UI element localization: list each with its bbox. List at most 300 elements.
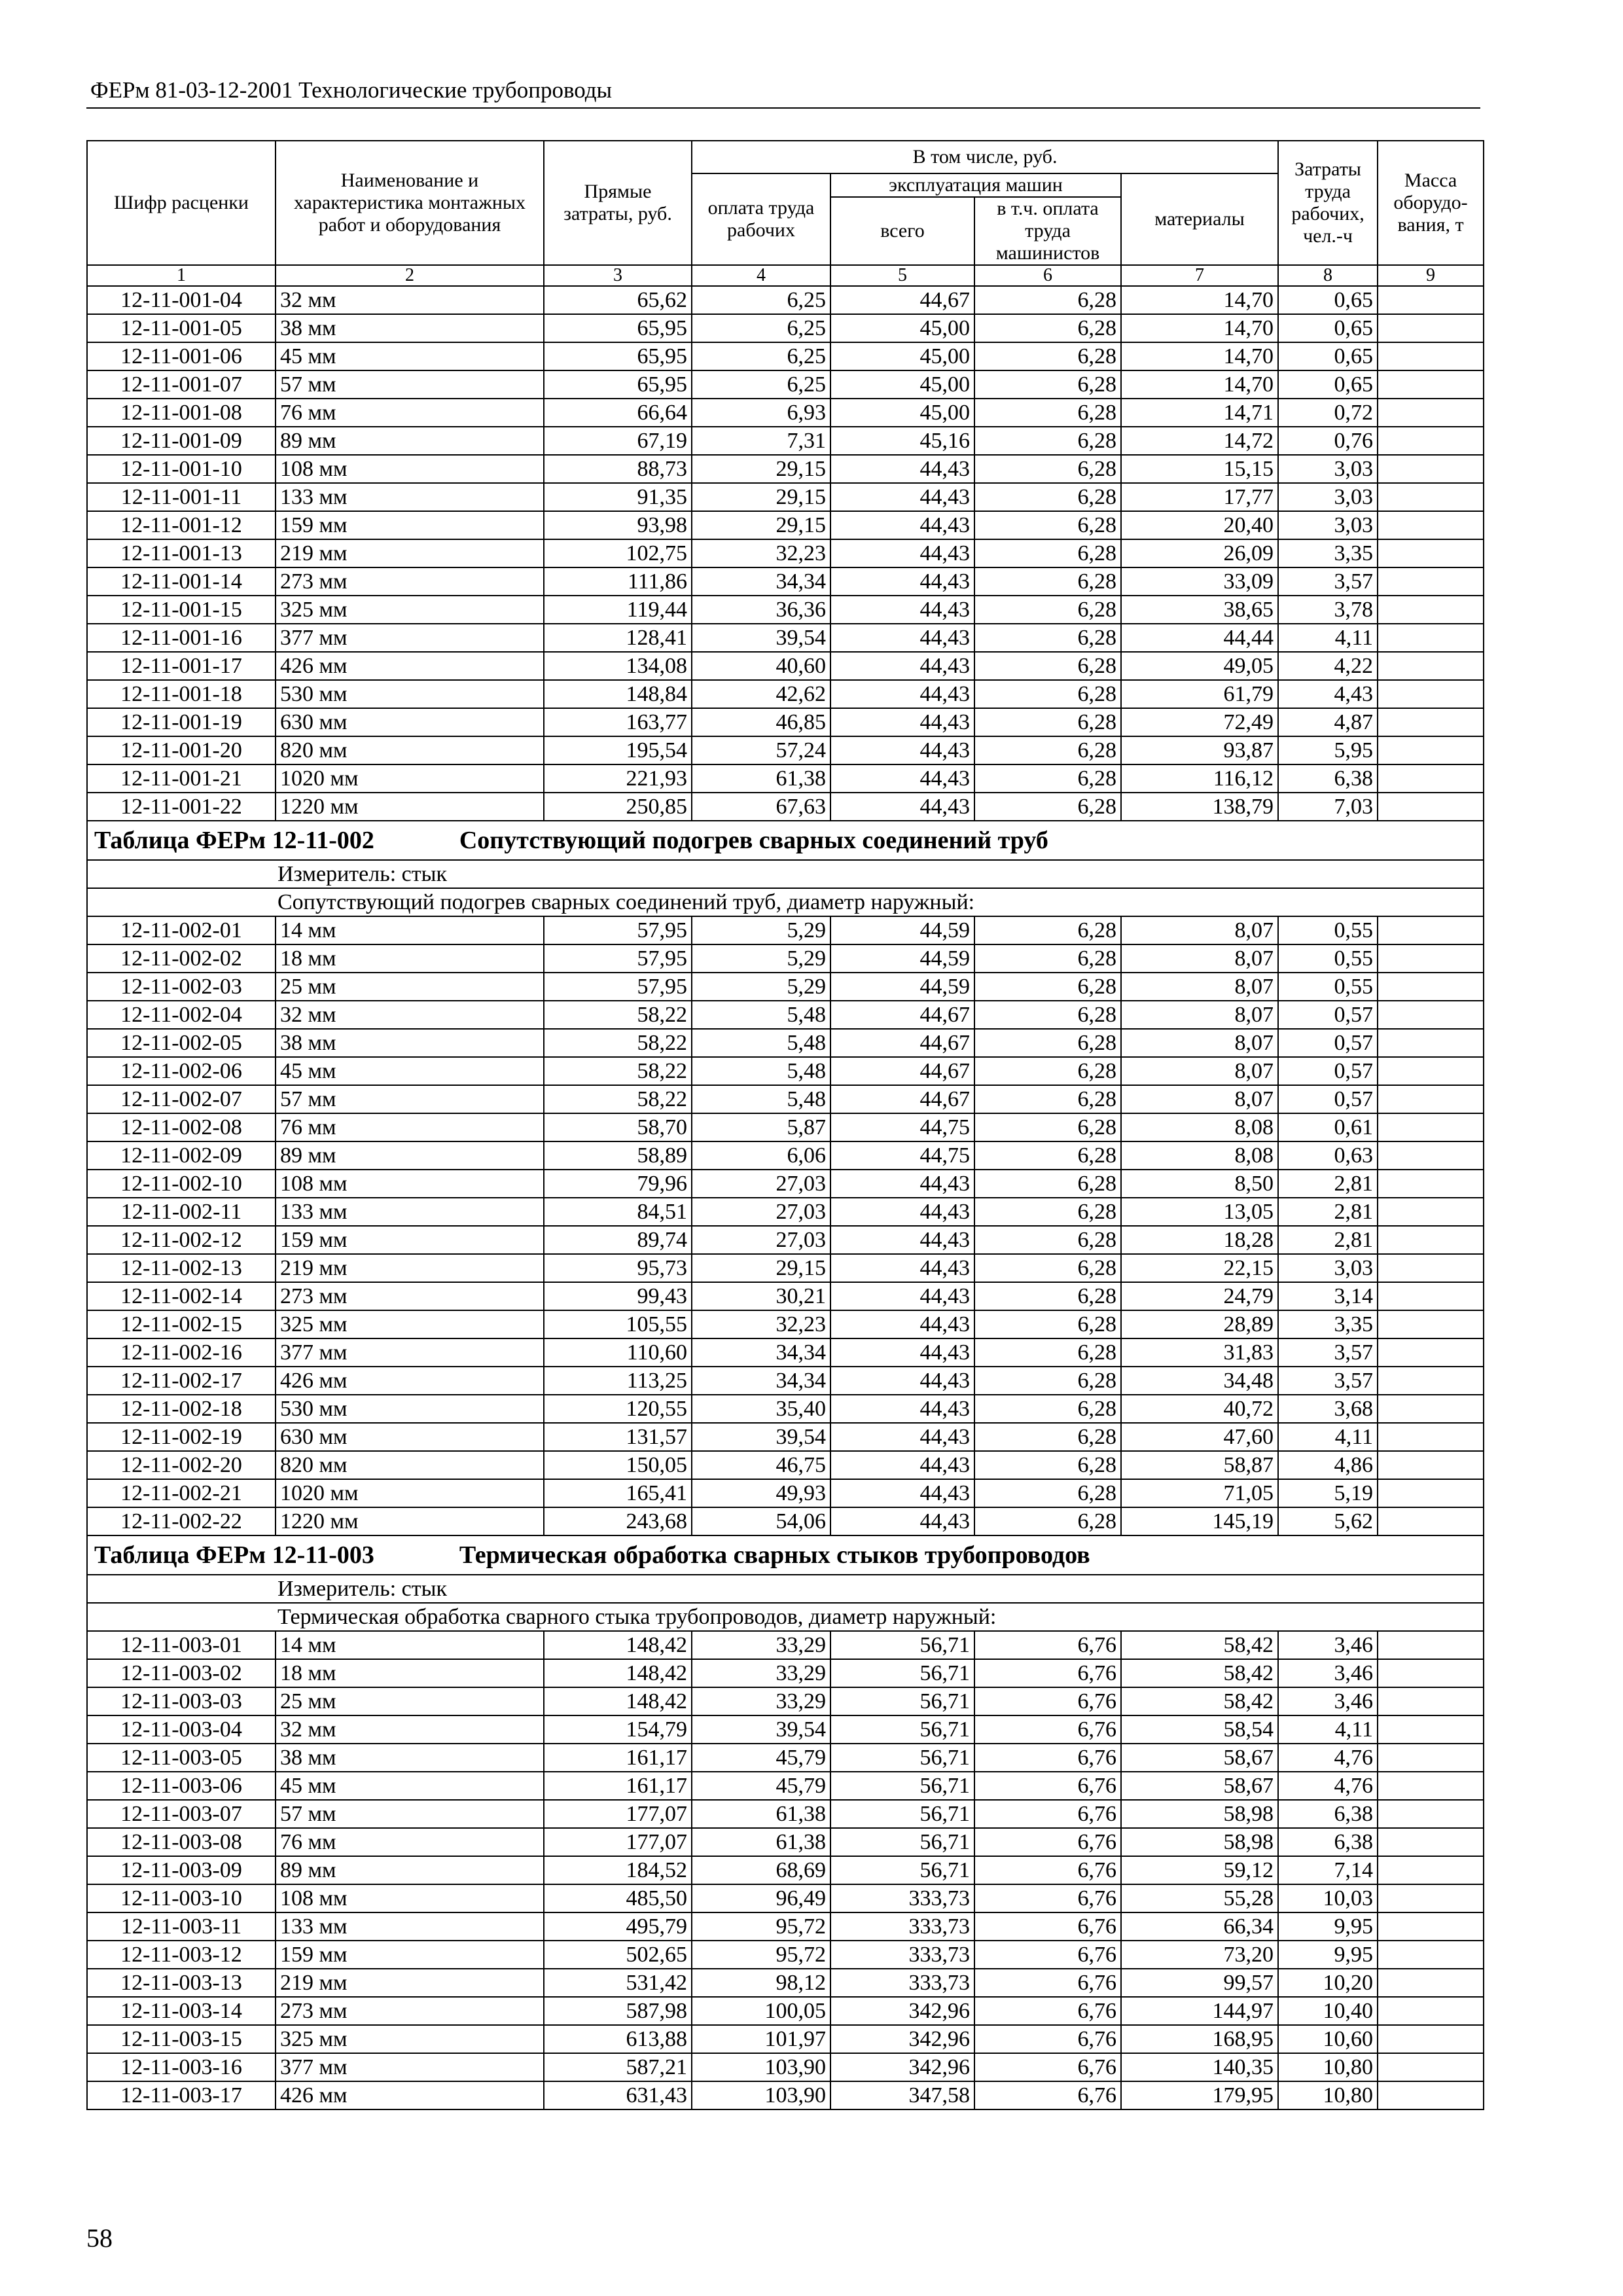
labor-hours: 0,57 <box>1278 1001 1378 1029</box>
labor-cost: 39,54 <box>692 1423 830 1451</box>
machines-labor: 6,76 <box>974 1800 1121 1828</box>
rate-code: 12-11-002-03 <box>87 973 276 1001</box>
rate-code: 12-11-001-14 <box>87 567 276 596</box>
materials-cost: 138,79 <box>1121 793 1278 821</box>
materials-cost: 93,87 <box>1121 736 1278 764</box>
direct-cost: 58,22 <box>544 1001 692 1029</box>
direct-cost: 148,84 <box>544 680 692 708</box>
table-row <box>87 1507 1484 1535</box>
direct-cost: 57,95 <box>544 973 692 1001</box>
measure-unit: Измеритель: стык <box>87 1575 1484 1603</box>
direct-cost: 128,41 <box>544 624 692 652</box>
work-name: 14 мм <box>276 916 544 944</box>
materials-cost: 58,42 <box>1121 1659 1278 1687</box>
table-row <box>87 1631 1484 1659</box>
labor-cost: 61,38 <box>692 764 830 793</box>
labor-hours: 0,65 <box>1278 314 1378 342</box>
direct-cost: 154,79 <box>544 1715 692 1744</box>
labor-cost: 35,40 <box>692 1395 830 1423</box>
machines-total: 44,43 <box>830 1170 974 1198</box>
machines-total: 44,67 <box>830 1057 974 1085</box>
materials-cost: 44,44 <box>1121 624 1278 652</box>
work-name: 14 мм <box>276 1631 544 1659</box>
materials-cost: 168,95 <box>1121 2025 1278 2053</box>
materials-cost: 8,07 <box>1121 1029 1278 1057</box>
labor-cost: 7,31 <box>692 427 830 455</box>
direct-cost: 88,73 <box>544 455 692 483</box>
direct-cost: 67,19 <box>544 427 692 455</box>
machines-labor: 6,28 <box>974 314 1121 342</box>
rate-code: 12-11-003-16 <box>87 2053 276 2081</box>
labor-hours: 0,72 <box>1278 399 1378 427</box>
equipment-mass <box>1378 1884 1484 1912</box>
machines-labor: 6,76 <box>974 2053 1121 2081</box>
labor-cost: 33,29 <box>692 1659 830 1687</box>
direct-cost: 57,95 <box>544 916 692 944</box>
direct-cost: 148,42 <box>544 1659 692 1687</box>
materials-cost: 8,50 <box>1121 1170 1278 1198</box>
table-row <box>87 1085 1484 1113</box>
direct-cost: 89,74 <box>544 1226 692 1254</box>
labor-cost: 27,03 <box>692 1198 830 1226</box>
materials-cost: 144,97 <box>1121 1997 1278 2025</box>
table-row <box>87 1912 1484 1941</box>
table-title: Термическая обработка сварных стыков трубопроводов <box>459 1541 1090 1569</box>
table-row <box>87 1282 1484 1310</box>
labor-hours: 5,19 <box>1278 1479 1378 1507</box>
labor-hours: 10,20 <box>1278 1969 1378 1997</box>
machines-labor: 6,76 <box>974 1941 1121 1969</box>
rate-code: 12-11-001-09 <box>87 427 276 455</box>
rate-code: 12-11-001-05 <box>87 314 276 342</box>
direct-cost: 161,17 <box>544 1744 692 1772</box>
labor-hours: 2,81 <box>1278 1198 1378 1226</box>
labor-cost: 39,54 <box>692 1715 830 1744</box>
work-name: 426 мм <box>276 1367 544 1395</box>
work-name: 25 мм <box>276 1687 544 1715</box>
machines-total: 44,43 <box>830 793 974 821</box>
machines-labor: 6,76 <box>974 1997 1121 2025</box>
machines-total: 44,43 <box>830 736 974 764</box>
table-row <box>87 483 1484 511</box>
equipment-mass <box>1378 511 1484 539</box>
equipment-mass <box>1378 1941 1484 1969</box>
table-code: Таблица ФЕРм 12-11-002 <box>94 827 374 854</box>
labor-hours: 4,76 <box>1278 1772 1378 1800</box>
machines-total: 56,71 <box>830 1687 974 1715</box>
direct-cost: 502,65 <box>544 1941 692 1969</box>
materials-cost: 8,07 <box>1121 916 1278 944</box>
equipment-mass <box>1378 370 1484 399</box>
labor-cost: 46,75 <box>692 1451 830 1479</box>
materials-cost: 33,09 <box>1121 567 1278 596</box>
materials-cost: 58,67 <box>1121 1744 1278 1772</box>
materials-cost: 14,71 <box>1121 399 1278 427</box>
table-row <box>87 1715 1484 1744</box>
equipment-mass <box>1378 1141 1484 1170</box>
table-row <box>87 2081 1484 2109</box>
table-row <box>87 1687 1484 1715</box>
table-row <box>87 1367 1484 1395</box>
equipment-mass <box>1378 1395 1484 1423</box>
equipment-mass <box>1378 1085 1484 1113</box>
labor-hours: 3,46 <box>1278 1631 1378 1659</box>
rate-code: 12-11-002-18 <box>87 1395 276 1423</box>
labor-cost: 29,15 <box>692 1254 830 1282</box>
equipment-mass <box>1378 1338 1484 1367</box>
work-name: 1020 мм <box>276 1479 544 1507</box>
machines-total: 56,71 <box>830 1715 974 1744</box>
table-row <box>87 1941 1484 1969</box>
rate-code: 12-11-002-17 <box>87 1367 276 1395</box>
labor-hours: 0,55 <box>1278 916 1378 944</box>
equipment-mass <box>1378 1310 1484 1338</box>
equipment-mass <box>1378 399 1484 427</box>
machines-labor: 6,28 <box>974 916 1121 944</box>
work-name: 18 мм <box>276 1659 544 1687</box>
materials-cost: 58,42 <box>1121 1687 1278 1715</box>
direct-cost: 58,22 <box>544 1085 692 1113</box>
direct-cost: 91,35 <box>544 483 692 511</box>
table-row <box>87 1451 1484 1479</box>
direct-cost: 66,64 <box>544 399 692 427</box>
labor-hours: 3,35 <box>1278 539 1378 567</box>
col-header-hours: Затраты труда рабочих, чел.-ч <box>1278 141 1378 265</box>
labor-cost: 5,48 <box>692 1085 830 1113</box>
machines-labor: 6,76 <box>974 1772 1121 1800</box>
col-header-labor: оплата труда рабочих <box>692 173 830 265</box>
labor-cost: 34,34 <box>692 1367 830 1395</box>
col-header-materials: материалы <box>1121 173 1278 265</box>
rate-code: 12-11-003-14 <box>87 1997 276 2025</box>
rate-code: 12-11-003-17 <box>87 2081 276 2109</box>
labor-cost: 101,97 <box>692 2025 830 2053</box>
machines-total: 44,43 <box>830 1338 974 1367</box>
equipment-mass <box>1378 2025 1484 2053</box>
direct-cost: 119,44 <box>544 596 692 624</box>
rate-code: 12-11-002-08 <box>87 1113 276 1141</box>
materials-cost: 20,40 <box>1121 511 1278 539</box>
rate-code: 12-11-001-15 <box>87 596 276 624</box>
materials-cost: 145,19 <box>1121 1507 1278 1535</box>
labor-cost: 6,25 <box>692 286 830 314</box>
direct-cost: 184,52 <box>544 1856 692 1884</box>
labor-cost: 5,48 <box>692 1057 830 1085</box>
labor-hours: 4,43 <box>1278 680 1378 708</box>
materials-cost: 58,54 <box>1121 1715 1278 1744</box>
machines-labor: 6,28 <box>974 624 1121 652</box>
equipment-mass <box>1378 1198 1484 1226</box>
equipment-mass <box>1378 455 1484 483</box>
labor-cost: 33,29 <box>692 1631 830 1659</box>
equipment-mass <box>1378 793 1484 821</box>
labor-cost: 32,23 <box>692 1310 830 1338</box>
rate-code: 12-11-002-04 <box>87 1001 276 1029</box>
col-header-direct: Прямые затраты, руб. <box>544 141 692 265</box>
labor-cost: 6,93 <box>692 399 830 427</box>
machines-total: 44,59 <box>830 944 974 973</box>
labor-hours: 5,62 <box>1278 1507 1378 1535</box>
materials-cost: 47,60 <box>1121 1423 1278 1451</box>
materials-cost: 8,08 <box>1121 1141 1278 1170</box>
equipment-mass <box>1378 1254 1484 1282</box>
direct-cost: 531,42 <box>544 1969 692 1997</box>
labor-hours: 6,38 <box>1278 764 1378 793</box>
work-name: 530 мм <box>276 1395 544 1423</box>
equipment-mass <box>1378 2081 1484 2109</box>
labor-hours: 3,46 <box>1278 1687 1378 1715</box>
column-numbers-row <box>87 265 1484 286</box>
machines-total: 44,43 <box>830 1226 974 1254</box>
labor-hours: 3,57 <box>1278 567 1378 596</box>
machines-labor: 6,28 <box>974 455 1121 483</box>
machines-labor: 6,28 <box>974 342 1121 370</box>
col-number: 3 <box>544 265 692 286</box>
machines-total: 342,96 <box>830 2053 974 2081</box>
labor-hours: 3,57 <box>1278 1367 1378 1395</box>
work-name: 133 мм <box>276 1912 544 1941</box>
labor-hours: 10,80 <box>1278 2081 1378 2109</box>
labor-cost: 36,36 <box>692 596 830 624</box>
labor-hours: 0,65 <box>1278 370 1378 399</box>
machines-labor: 6,76 <box>974 1715 1121 1744</box>
table-row <box>87 1170 1484 1198</box>
machines-total: 44,59 <box>830 916 974 944</box>
work-name: 45 мм <box>276 1057 544 1085</box>
rate-code: 12-11-001-04 <box>87 286 276 314</box>
table-row <box>87 370 1484 399</box>
rate-code: 12-11-003-12 <box>87 1941 276 1969</box>
rate-code: 12-11-002-06 <box>87 1057 276 1085</box>
work-name: 76 мм <box>276 1113 544 1141</box>
labor-hours: 2,81 <box>1278 1170 1378 1198</box>
table-row <box>87 1828 1484 1856</box>
work-name: 530 мм <box>276 680 544 708</box>
rate-code: 12-11-001-06 <box>87 342 276 370</box>
machines-total: 45,16 <box>830 427 974 455</box>
direct-cost: 99,43 <box>544 1282 692 1310</box>
materials-cost: 26,09 <box>1121 539 1278 567</box>
labor-hours: 3,68 <box>1278 1395 1378 1423</box>
materials-cost: 18,28 <box>1121 1226 1278 1254</box>
labor-cost: 6,25 <box>692 342 830 370</box>
labor-cost: 49,93 <box>692 1479 830 1507</box>
work-name: 89 мм <box>276 1141 544 1170</box>
machines-labor: 6,28 <box>974 973 1121 1001</box>
work-name: 159 мм <box>276 511 544 539</box>
rate-code: 12-11-002-02 <box>87 944 276 973</box>
rate-code: 12-11-003-07 <box>87 1800 276 1828</box>
measure-unit: Измеритель: стык <box>87 860 1484 888</box>
direct-cost: 148,42 <box>544 1687 692 1715</box>
machines-labor: 6,76 <box>974 1631 1121 1659</box>
machines-total: 44,43 <box>830 1310 974 1338</box>
machines-total: 56,71 <box>830 1856 974 1884</box>
labor-cost: 29,15 <box>692 511 830 539</box>
labor-hours: 10,60 <box>1278 2025 1378 2053</box>
labor-hours: 10,40 <box>1278 1997 1378 2025</box>
work-name: 108 мм <box>276 1170 544 1198</box>
measure-unit-row <box>87 1575 1484 1603</box>
table-row <box>87 539 1484 567</box>
work-name: 57 мм <box>276 1800 544 1828</box>
table-row <box>87 596 1484 624</box>
machines-total: 333,73 <box>830 1912 974 1941</box>
machines-labor: 6,76 <box>974 1969 1121 1997</box>
equipment-mass <box>1378 1170 1484 1198</box>
labor-hours: 4,86 <box>1278 1451 1378 1479</box>
table-code: Таблица ФЕРм 12-11-003 <box>94 1541 374 1569</box>
table-row <box>87 652 1484 680</box>
rate-code: 12-11-001-11 <box>87 483 276 511</box>
equipment-mass <box>1378 539 1484 567</box>
col-number: 8 <box>1278 265 1378 286</box>
table-row <box>87 286 1484 314</box>
machines-labor: 6,76 <box>974 1884 1121 1912</box>
direct-cost: 93,98 <box>544 511 692 539</box>
rate-code: 12-11-001-21 <box>87 764 276 793</box>
table-row <box>87 1800 1484 1828</box>
machines-total: 333,73 <box>830 1941 974 1969</box>
labor-cost: 30,21 <box>692 1282 830 1310</box>
direct-cost: 221,93 <box>544 764 692 793</box>
equipment-mass <box>1378 916 1484 944</box>
labor-cost: 32,23 <box>692 539 830 567</box>
labor-cost: 42,62 <box>692 680 830 708</box>
direct-cost: 631,43 <box>544 2081 692 2109</box>
materials-cost: 8,07 <box>1121 1057 1278 1085</box>
equipment-mass <box>1378 1659 1484 1687</box>
machines-labor: 6,28 <box>974 427 1121 455</box>
equipment-mass <box>1378 1715 1484 1744</box>
labor-cost: 29,15 <box>692 455 830 483</box>
materials-cost: 31,83 <box>1121 1338 1278 1367</box>
direct-cost: 95,73 <box>544 1254 692 1282</box>
materials-cost: 61,79 <box>1121 680 1278 708</box>
col-header-code: Шифр расценки <box>87 141 276 265</box>
rates-table <box>86 140 1484 2110</box>
materials-cost: 116,12 <box>1121 764 1278 793</box>
labor-hours: 0,57 <box>1278 1029 1378 1057</box>
work-name: 108 мм <box>276 1884 544 1912</box>
equipment-mass <box>1378 342 1484 370</box>
rate-code: 12-11-001-07 <box>87 370 276 399</box>
machines-labor: 6,28 <box>974 1310 1121 1338</box>
machines-labor: 6,76 <box>974 1744 1121 1772</box>
labor-hours: 6,38 <box>1278 1828 1378 1856</box>
equipment-mass <box>1378 1912 1484 1941</box>
rate-code: 12-11-002-20 <box>87 1451 276 1479</box>
direct-cost: 58,89 <box>544 1141 692 1170</box>
machines-labor: 6,76 <box>974 2025 1121 2053</box>
work-name: 159 мм <box>276 1941 544 1969</box>
direct-cost: 57,95 <box>544 944 692 973</box>
table-title: Сопутствующий подогрев сварных соединений труб <box>459 827 1048 854</box>
labor-cost: 67,63 <box>692 793 830 821</box>
labor-cost: 5,87 <box>692 1113 830 1141</box>
labor-hours: 10,03 <box>1278 1884 1378 1912</box>
machines-labor: 6,28 <box>974 1198 1121 1226</box>
machines-total: 44,43 <box>830 1254 974 1282</box>
rate-code: 12-11-003-13 <box>87 1969 276 1997</box>
rate-code: 12-11-003-15 <box>87 2025 276 2053</box>
work-name: 1220 мм <box>276 1507 544 1535</box>
machines-total: 44,43 <box>830 483 974 511</box>
machines-labor: 6,28 <box>974 1254 1121 1282</box>
equipment-mass <box>1378 1507 1484 1535</box>
labor-hours: 3,03 <box>1278 455 1378 483</box>
materials-cost: 38,65 <box>1121 596 1278 624</box>
materials-cost: 15,15 <box>1121 455 1278 483</box>
labor-hours: 0,65 <box>1278 286 1378 314</box>
machines-total: 56,71 <box>830 1659 974 1687</box>
direct-cost: 58,70 <box>544 1113 692 1141</box>
table-row <box>87 1884 1484 1912</box>
direct-cost: 165,41 <box>544 1479 692 1507</box>
labor-cost: 96,49 <box>692 1884 830 1912</box>
table-row <box>87 1479 1484 1507</box>
direct-cost: 79,96 <box>544 1170 692 1198</box>
table-row <box>87 1001 1484 1029</box>
machines-labor: 6,28 <box>974 1451 1121 1479</box>
table-row <box>87 1226 1484 1254</box>
labor-hours: 3,14 <box>1278 1282 1378 1310</box>
rate-code: 12-11-002-19 <box>87 1423 276 1451</box>
rate-code: 12-11-002-14 <box>87 1282 276 1310</box>
col-number: 7 <box>1121 265 1278 286</box>
direct-cost: 120,55 <box>544 1395 692 1423</box>
equipment-mass <box>1378 1744 1484 1772</box>
machines-total: 44,43 <box>830 567 974 596</box>
machines-labor: 6,28 <box>974 1141 1121 1170</box>
table-row <box>87 1856 1484 1884</box>
rate-code: 12-11-002-07 <box>87 1085 276 1113</box>
table-row <box>87 1029 1484 1057</box>
direct-cost: 65,62 <box>544 286 692 314</box>
work-name: 820 мм <box>276 736 544 764</box>
work-name: 377 мм <box>276 1338 544 1367</box>
table-row <box>87 736 1484 764</box>
labor-hours: 10,80 <box>1278 2053 1378 2081</box>
machines-labor: 6,28 <box>974 680 1121 708</box>
col-header-machines: эксплуатация машин <box>830 173 1121 197</box>
table-row <box>87 1113 1484 1141</box>
machines-total: 44,43 <box>830 764 974 793</box>
work-name: 325 мм <box>276 596 544 624</box>
work-name: 1020 мм <box>276 764 544 793</box>
direct-cost: 65,95 <box>544 370 692 399</box>
equipment-mass <box>1378 1423 1484 1451</box>
col-number: 2 <box>276 265 544 286</box>
table-row <box>87 2025 1484 2053</box>
machines-total: 44,43 <box>830 1198 974 1226</box>
col-number: 9 <box>1378 265 1484 286</box>
labor-cost: 34,34 <box>692 1338 830 1367</box>
machines-labor: 6,28 <box>974 483 1121 511</box>
table-row <box>87 764 1484 793</box>
machines-labor: 6,28 <box>974 567 1121 596</box>
machines-total: 44,43 <box>830 1423 974 1451</box>
materials-cost: 58,98 <box>1121 1828 1278 1856</box>
materials-cost: 14,70 <box>1121 286 1278 314</box>
header-rule <box>86 107 1480 109</box>
direct-cost: 587,21 <box>544 2053 692 2081</box>
table-row <box>87 793 1484 821</box>
equipment-mass <box>1378 596 1484 624</box>
direct-cost: 110,60 <box>544 1338 692 1367</box>
materials-cost: 58,98 <box>1121 1800 1278 1828</box>
labor-hours: 4,87 <box>1278 708 1378 736</box>
